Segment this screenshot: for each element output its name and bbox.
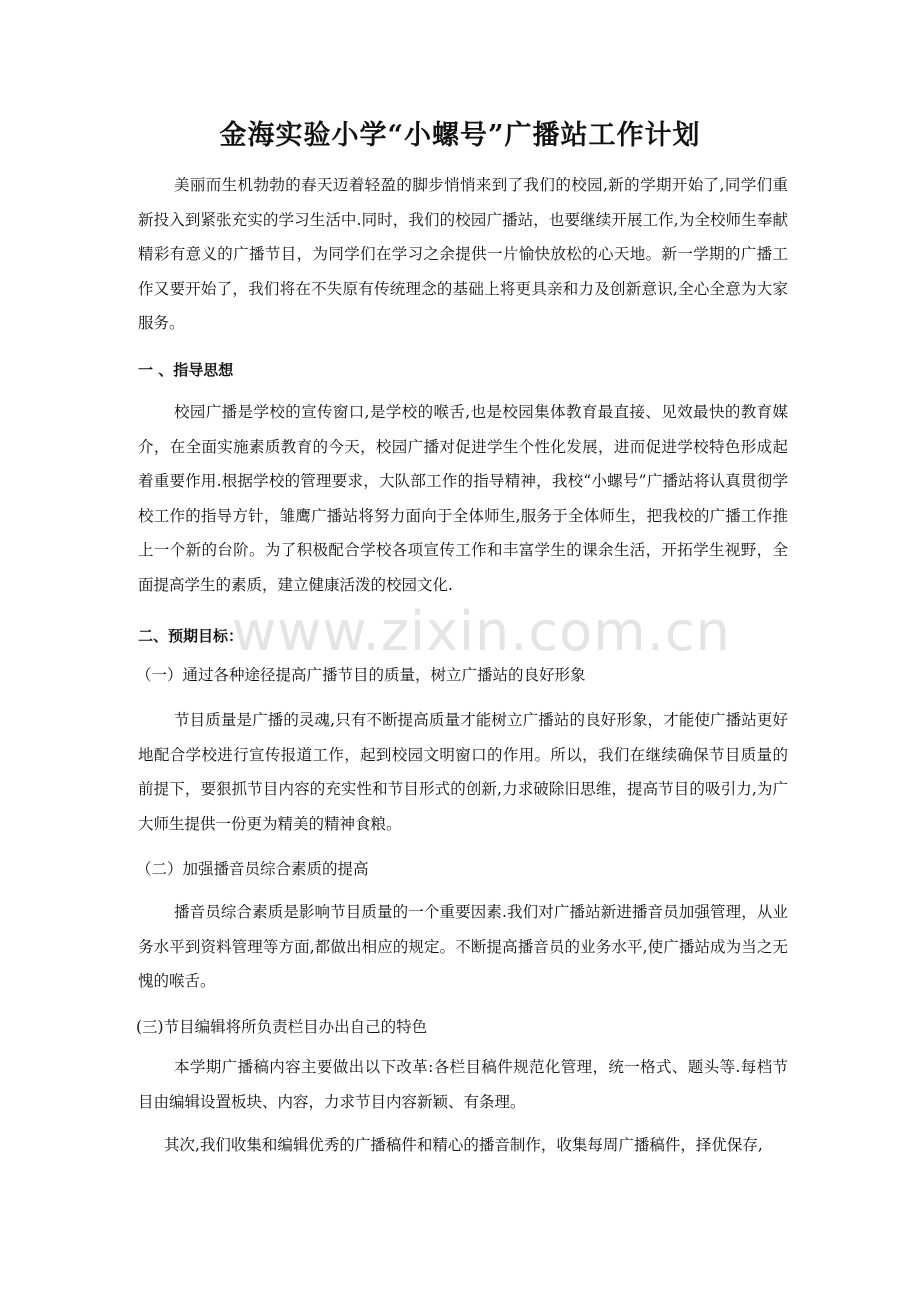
subsection-3-heading: (三)节目编辑将所负责栏目办出自己的特色 <box>136 1018 428 1036</box>
intro-paragraph: 美丽而生机勃勃的春天迈着轻盈的脚步悄悄来到了我们的校园,新的学期开始了,同学们重新投入到紧张充实的学习生活中.同时，我们的校园广播站，也要继续开展工作,为全校师生奉献精彩有意义的广播节目，为同学们在学习之余提供一片愉快放松的心天地。新一学期的广播工作又要开始了，我们将在不失原有传统理念的基础上将更具亲和力及创新意识,全心全意为大家服务。 <box>138 176 788 332</box>
document-title: 金海实验小学“小螺号”广播站工作计划 <box>219 120 701 151</box>
section-1-paragraph: 校园广播是学校的宣传窗口,是学校的喉舌,也是校园集体教育最直接、见效最快的教育媒介，在全面实施素质教育的今天，校园广播对促进学生个性化发展，进而促进学校特色形成起着重要作用.根据学校的管理要求，大队部工作的指导精神，我校“小螺号”广播站将认真贯彻学校工作的指导方针，雏鹰广播站将努力面向于全体师生,服务于全体师生，把我校的广播工作推上一个新的台阶。为了积极配合学校各项宣传工作和丰富学生的课余生活，开拓学生视野，全面提高学生的素质，建立健康活泼的校园文化. <box>138 403 788 594</box>
watermark: www.zixin.com.cn <box>232 600 731 663</box>
subsection-1-paragraph: 节目质量是广播的灵魂,只有不断提高质量才能树立广播站的良好形象，才能使广播站更好地配合学校进行宣传报道工作，起到校园文明窗口的作用。所以，我们在继续确保节目质量的前提下，要狠抓节目内容的充实性和节目形式的创新,力求破除旧思维，提高节目的吸引力,为广大师生提供一份更为精美的精神食粮。 <box>138 711 788 833</box>
section-1-heading: 一 、指导思想 <box>138 361 234 379</box>
section-2-heading: 二、预期目标： <box>138 627 244 645</box>
subsection-2-heading: （二）加强播音员综合素质的提高 <box>136 860 369 878</box>
subsection-2-paragraph: 播音员综合素质是影响节目质量的一个重要因素.我们对广播站新进播音员加强管理，从业务水平到资料管理等方面,都做出相应的规定。不断提高播音员的业务水平,使广播站成为当之无愧的喉舌。 <box>138 903 788 990</box>
subsection-3-paragraph-2: 其次,我们收集和编辑优秀的广播稿件和精心的播音制作，收集每周广播稿件，择优保存, <box>164 1136 763 1154</box>
subsection-1-heading: （一）通过各种途径提高广播节目的质量，树立广播站的良好形象 <box>136 666 586 684</box>
subsection-3-paragraph: 本学期广播稿内容主要做出以下改革:各栏目稿件规范化管理，统一格式、题头等.每档节目由编辑设置板块、内容，力求节目内容新颖、有条理。 <box>138 1058 788 1111</box>
